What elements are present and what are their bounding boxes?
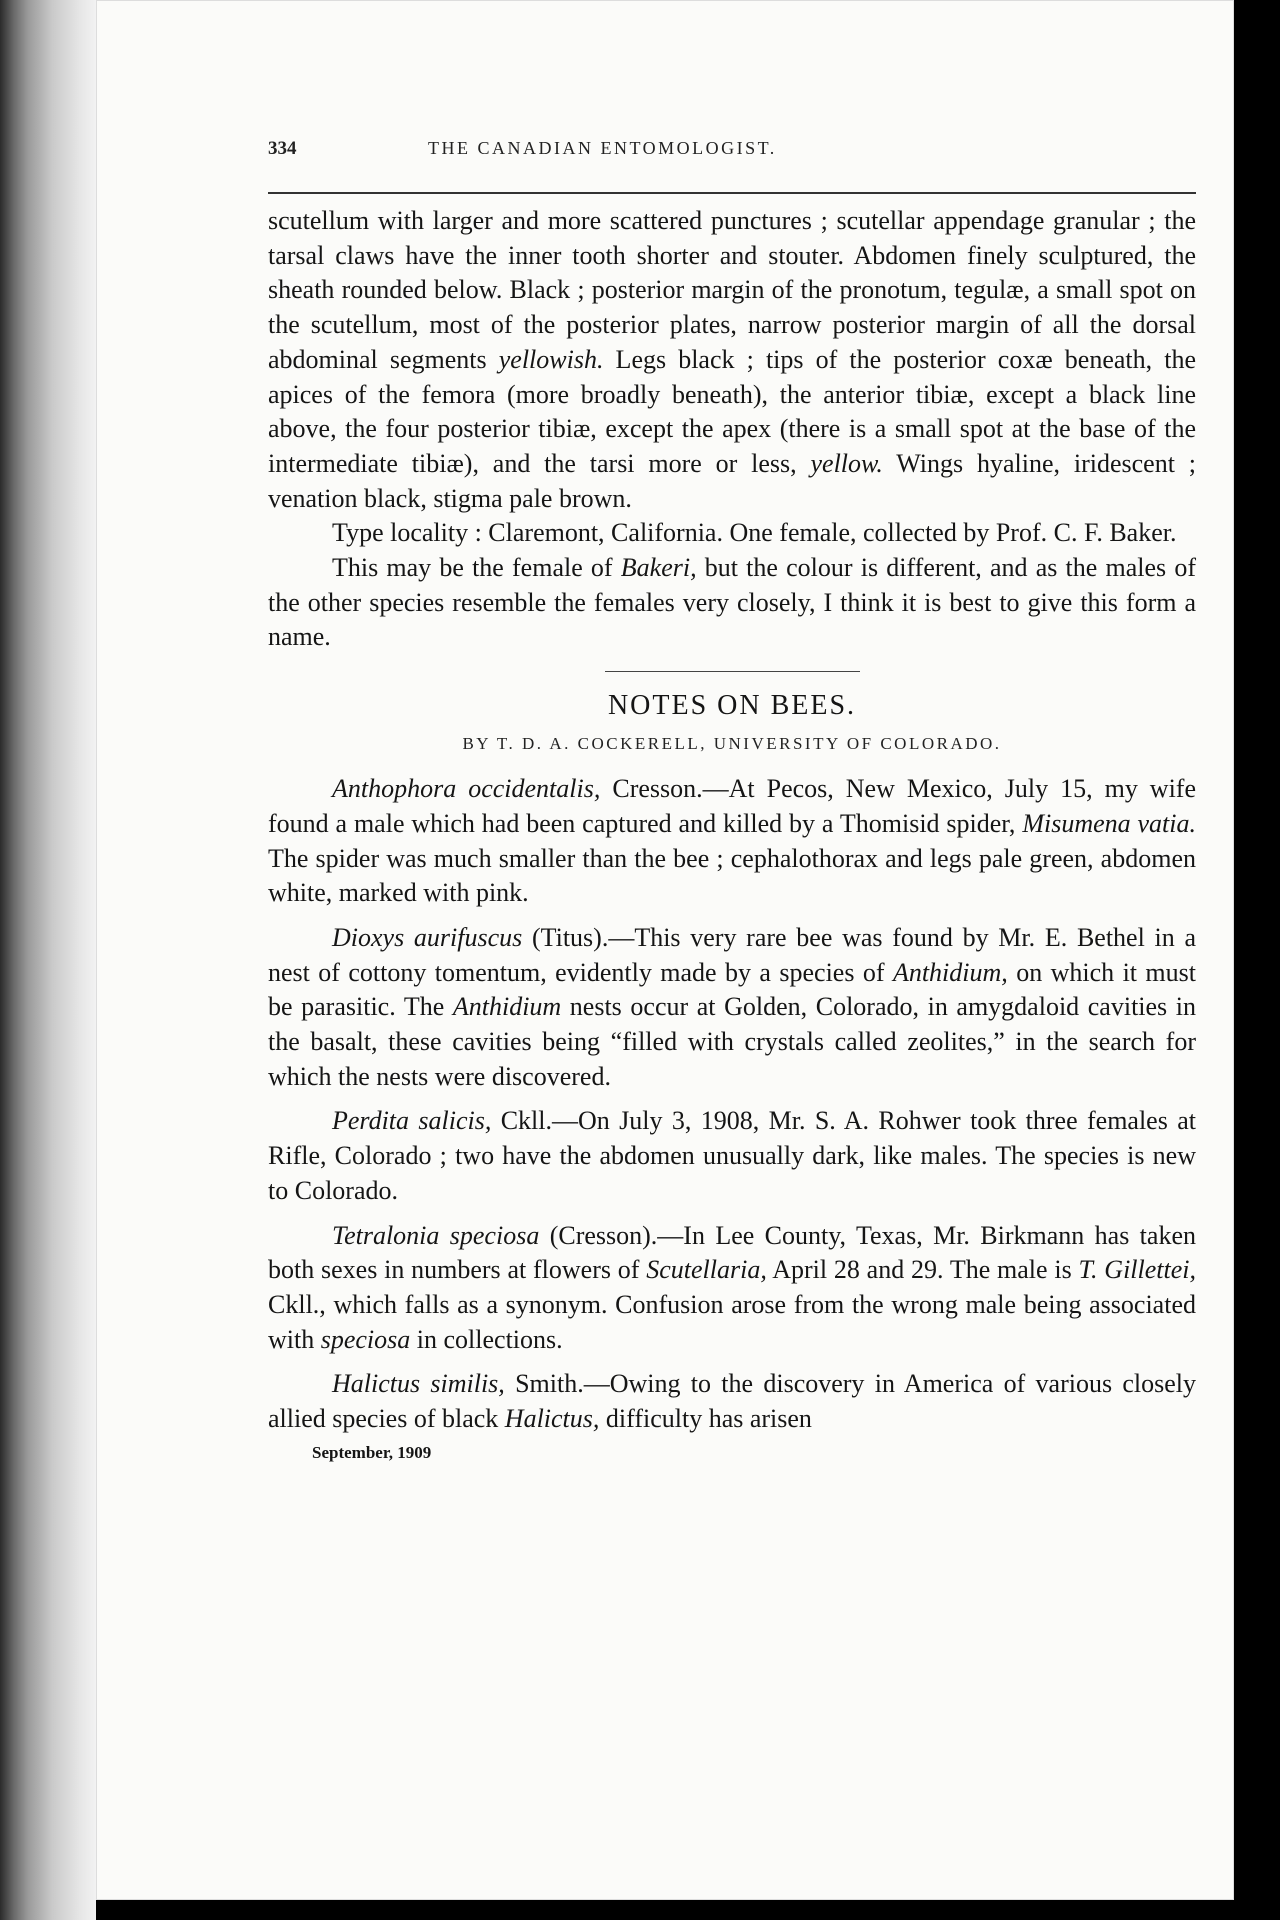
text-run: Cresson.—At Pecos, New Mexico, July 15, my wife found a male which had been captured and killed by a Thomisid spider, [268,774,1197,838]
page-number: 334 [268,138,297,159]
header-rule [268,192,1196,194]
text-run: in collections. [410,1324,563,1354]
text-run: Ckll.—On July 3, 1908, Mr. S. A. Rohwer took three females at Rifle, Colorado ; two have the abdomen unusually dark, like males. The species is new to Colorado. [268,1106,1196,1205]
article-body [268,772,1196,1437]
article-paragraph [268,1367,1196,1436]
text-run: This may be the female of [332,553,621,583]
text-run: nests occur at Golden, Colorado, in amygdaloid cavities in the basalt, these cavities being “filled with crystals called zeolites,” in the search for which the nests were discovered. [268,992,1196,1091]
page-content [268,138,1196,1463]
article-paragraph [268,772,1196,911]
italic-term: Halictus similis, [332,1369,505,1399]
italic-term: Misumena vatia. [1022,808,1196,838]
article-separator-rule [605,671,860,672]
text-run: Smith.—Owing to the discovery in America of various closely allied species of black [268,1369,1197,1434]
text-run: on which it must be parasitic. The [268,957,1196,1022]
text-run: (Titus).—This very rare bee was found by Mr. E. Bethel in a nest of cottony tomentum, evidently made by a species of [268,922,1197,987]
footer-date: September, 1909 [312,1442,432,1462]
italic-term: yellow. [810,448,883,478]
italic-term: Tetralonia speciosa [332,1220,540,1250]
article-title: NOTES ON BEES. [607,690,857,722]
text-run: (Cresson).—In Lee County, Texas, Mr. Birkmann has taken both sexes in numbers at flowers of [268,1220,1196,1285]
article-paragraph [268,1219,1196,1358]
scan-border-bottom [96,1900,1280,1920]
article-paragraph [268,1104,1196,1208]
text-run: April 28 and 29. The male is [766,1255,1079,1285]
article-paragraph [268,921,1196,1095]
italic-term: speciosa [320,1324,411,1354]
italic-term: Anthidium [452,992,562,1022]
continued-text [268,204,1196,655]
text-run: The spider was much smaller than the bee ; cephalothorax and legs pale green, abdomen white, marked with pink. [268,843,1196,908]
article-byline: BY T. D. A. COCKERELL, UNIVERSITY OF COLORADO. [462,734,1002,754]
italic-term: Halictus, [504,1404,600,1434]
italic-term: Bakeri, [620,553,697,583]
italic-term: Dioxys aurifuscus [332,922,523,952]
scan-border-right [1234,0,1280,1920]
text-run: Wings hyaline, iridescent ; venation black, stigma pale brown. [268,448,1196,513]
text-run: but the colour is different, and as the males of the other species resemble the females very closely, I think it is best to give this form a name. [268,553,1196,652]
text-run: Legs black ; tips of the posterior coxæ beneath, the apices of the femora (more broadly beneath), the anterior tibiæ, except a black line above, the four posterior tibiæ, except the apex (there is a small spot at the base of the intermediate tibiæ), and the tarsi more or less, [268,344,1196,478]
paragraph [268,516,1196,551]
paragraph [268,204,1196,516]
italic-term: Scutellaria, [646,1255,767,1285]
text-run: Type locality : Claremont, California. One female, collected by Prof. C. F. Baker. [332,518,1177,548]
italic-term: T. Gillettei, [1078,1255,1197,1285]
book-spine-shadow [0,0,96,1920]
text-run: Ckll., which falls as a synonym. Confusion arose from the wrong male being associated with [268,1289,1196,1354]
paragraph [268,551,1196,655]
running-head [268,138,1196,172]
text-run: difficulty has arisen [599,1404,812,1434]
italic-term: Perdita salicis, [332,1106,492,1136]
text-run: scutellum with larger and more scattered punctures ; scutellar appendage granular ; the tarsal claws have the inner tooth shorter and stouter. Abdomen finely sculptured, the sheath rounded below. Black ; posterior margin of the pronotum, tegulæ, a small spot on the scutellum, most of the posterior plates, narrow posterior margin of all the dorsal abdominal segments [268,206,1196,374]
italic-term: Anthophora occidentalis, [332,774,601,804]
italic-term: yellowish. [498,344,604,374]
italic-term: Anthidium, [892,957,1008,987]
journal-title: THE CANADIAN ENTOMOLOGIST. [428,138,777,158]
